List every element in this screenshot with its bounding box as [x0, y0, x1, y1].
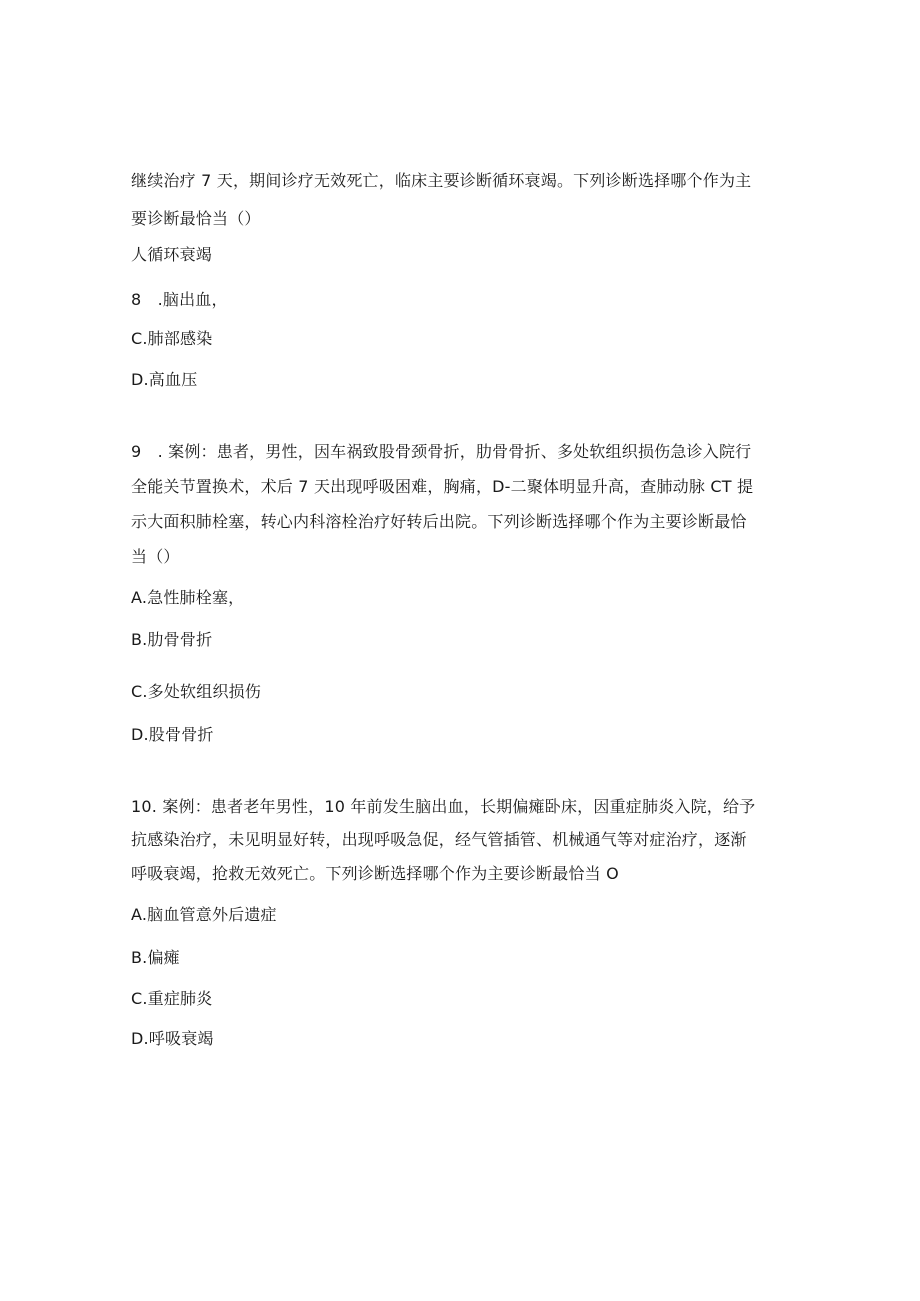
option-a: A.急性肺栓塞，: [131, 588, 245, 607]
option-c: C.肺部感染: [131, 329, 213, 348]
option-d: D.呼吸衰竭: [131, 1029, 214, 1048]
option-d: D.高血压: [131, 370, 198, 389]
question-stem-line: 示大面积肺栓塞，转心内科溶栓治疗好转后出院。下列诊断选择哪个作为主要诊断最恰: [131, 512, 747, 531]
option-c: C.重症肺炎: [131, 989, 213, 1008]
option-b: 8 .脑出血，: [131, 290, 228, 309]
option-b: B.肋骨骨折: [131, 630, 213, 649]
question-stem-line: 要诊断最恰当（）: [131, 209, 261, 228]
question-stem-line: 全能关节置换术，术后 7 天出现呼吸困难，胸痛，D-二聚体明显升高，查肺动脉 CT 提: [131, 477, 754, 496]
question-stem-line: 当（）: [131, 547, 180, 566]
option-d: D.股骨骨折: [131, 725, 214, 744]
option-c: C.多处软组织损伤: [131, 682, 262, 701]
question-stem-line: 继续治疗 7 天，期间诊疗无效死亡，临床主要诊断循环衰竭。下列诊断选择哪个作为主: [131, 171, 752, 190]
question-stem-line: 9 . 案例：患者，男性，因车祸致股骨颈骨折，肋骨骨折、多处软组织损伤急诊入院行: [131, 442, 752, 461]
option-a: A.脑血管意外后遗症: [131, 905, 277, 924]
question-stem-line: 抗感染治疗，未见明显好转，出现呼吸急促，经气管插管、机械通气等对症治疗，逐渐: [131, 830, 747, 849]
option-a: 人循环衰竭: [131, 245, 213, 264]
question-stem-line: 10. 案例：患者老年男性，10 年前发生脑出血，长期偏瘫卧床，因重症肺炎入院，给予: [131, 797, 756, 816]
question-stem-line: 呼吸衰竭，抢救无效死亡。下列诊断选择哪个作为主要诊断最恰当 O: [131, 864, 619, 883]
option-b: B.偏瘫: [131, 948, 180, 967]
